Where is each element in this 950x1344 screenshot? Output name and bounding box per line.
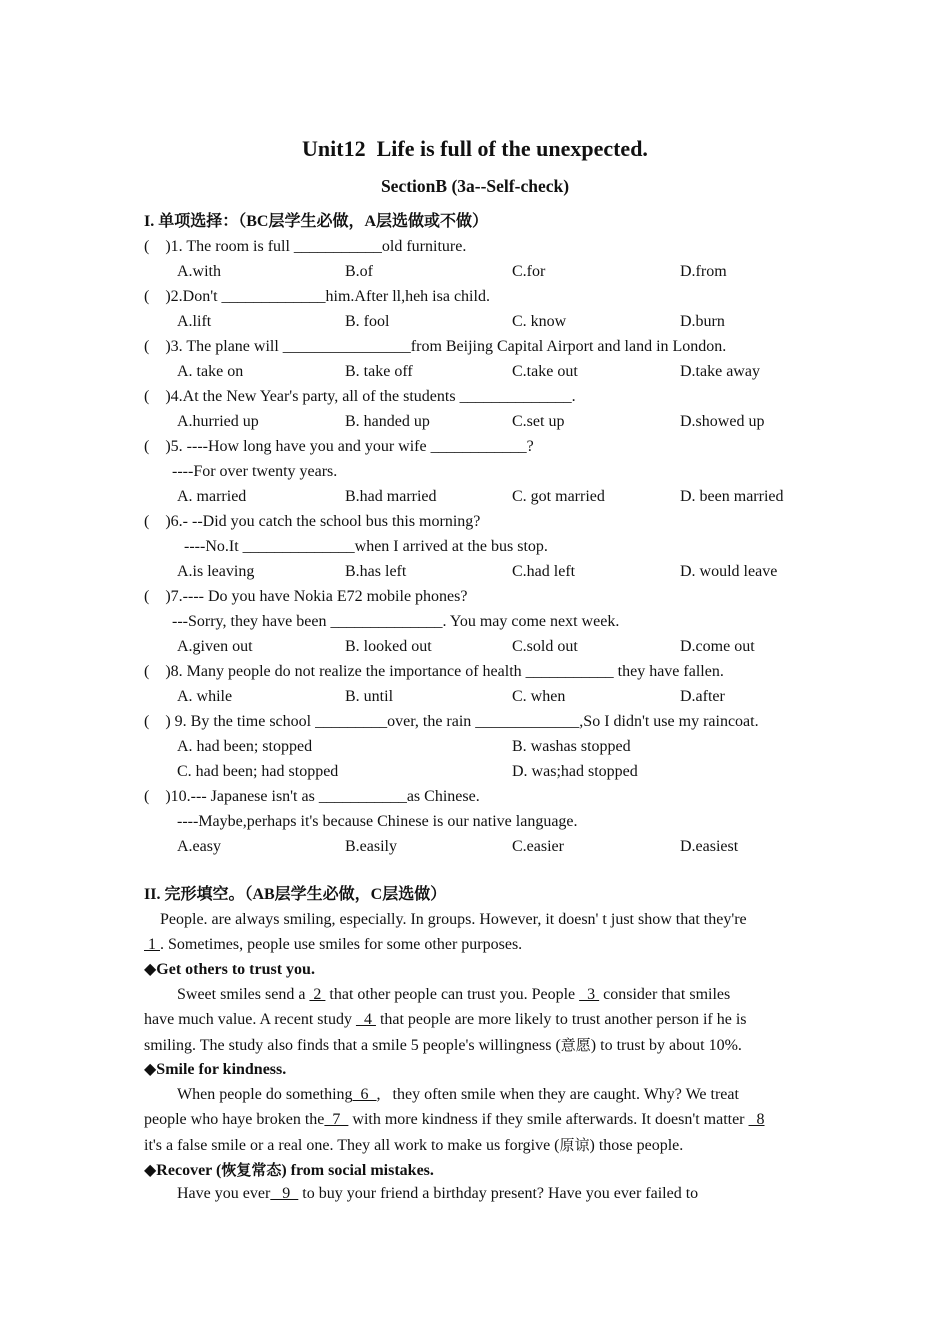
cloze-text: Sweet smiles send a <box>177 986 310 1003</box>
blank-4[interactable]: 4 <box>355 1011 376 1028</box>
cloze-text: that other people can trust you. People <box>325 986 580 1003</box>
cloze-text: have much value. A recent study <box>144 1011 356 1028</box>
question-6-option-c: C.had left <box>512 563 576 580</box>
question-8-option-d: D.after <box>680 688 725 705</box>
question-1-option-a: A.with <box>177 263 221 280</box>
question-1-option-b: B.of <box>345 263 373 280</box>
question-10-response: ----Maybe,perhaps it's because Chinese is our native language. <box>177 813 578 830</box>
question-1-option-d: D.from <box>680 263 727 280</box>
question-7-option-c: C.sold out <box>512 638 578 655</box>
question-2-option-c: C. know <box>512 313 567 330</box>
question-9-stem: ( ) 9. By the time school _________over, the rain _____________,So I didn't use my raincoat. <box>144 713 759 730</box>
question-10-option-b: B.easily <box>345 838 397 855</box>
question-9-option-b: B. washas stopped <box>512 738 631 755</box>
question-5-option-c: C. got married <box>512 488 605 505</box>
blank-3[interactable]: 3 <box>579 986 600 1003</box>
chinese-gloss: 原谅 <box>559 1136 590 1154</box>
blank-6[interactable]: 6 <box>352 1086 377 1103</box>
cloze-text: When people do something <box>177 1086 353 1103</box>
question-3-option-a: A. take on <box>177 363 244 380</box>
cloze-intro-line-2 <box>144 935 522 955</box>
question-1-stem: ( )1. The room is full ___________old furniture. <box>144 238 467 255</box>
question-3-option-c: C.take out <box>512 363 578 380</box>
question-4-option-c: C.set up <box>512 413 565 430</box>
cloze-text: . Sometimes, people use smiles for some other purposes. <box>160 936 523 953</box>
question-8-option-c: C. when <box>512 688 566 705</box>
blank-7[interactable]: 7 <box>324 1111 349 1128</box>
section-heading-recover <box>144 1160 434 1181</box>
cloze-para1-line-3 <box>144 1035 742 1056</box>
question-4-option-a: A.hurried up <box>177 413 259 430</box>
cloze-text: , they often smile when they are caught. Why? We treat <box>376 1086 739 1103</box>
question-9-option-c: C. had been; had stopped <box>177 763 339 780</box>
section-heading-kindness: ◆Smile for kindness. <box>144 1061 287 1078</box>
cloze-intro-line-1: People. are always smiling, especially. In groups. However, it doesn' t just show that they're <box>160 911 747 928</box>
question-7-option-b: B. looked out <box>345 638 432 655</box>
question-2-option-d: D.burn <box>680 313 725 330</box>
cloze-para1-line-2 <box>144 1010 747 1030</box>
question-9-option-a: A. had been; stopped <box>177 738 313 755</box>
question-5-stem: ( )5. ----How long have you and your wife ____________? <box>144 438 534 455</box>
question-10-stem: ( )10.--- Japanese isn't as ___________as Chinese. <box>144 788 480 805</box>
question-8-option-a: A. while <box>177 688 233 705</box>
question-7-option-d: D.come out <box>680 638 755 655</box>
cloze-para3-line-1 <box>177 1184 698 1204</box>
chinese-gloss: 恢复常态 <box>221 1161 282 1179</box>
chinese-gloss: 意愿 <box>560 1036 591 1054</box>
heading-text: ◆Recover ( <box>144 1162 222 1179</box>
cloze-text: with more kindness if they smile afterwards. It doesn't matter <box>348 1111 749 1128</box>
question-4-option-d: D.showed up <box>680 413 765 430</box>
blank-2[interactable]: 2 <box>309 986 326 1003</box>
blank-8[interactable]: 8 <box>748 1111 765 1128</box>
section-heading-trust: ◆Get others to trust you. <box>144 961 315 978</box>
question-7-stem: ( )7.---- Do you have Nokia E72 mobile phones? <box>144 588 468 605</box>
question-9-option-d: D. was;had stopped <box>512 763 638 780</box>
question-3-option-d: D.take away <box>680 363 760 380</box>
question-3-option-b: B. take off <box>345 363 413 380</box>
question-10-option-a: A.easy <box>177 838 221 855</box>
question-4-option-b: B. handed up <box>345 413 430 430</box>
cloze-text: smiling. The study also finds that a smile 5 people's willingness ( <box>144 1037 561 1054</box>
cloze-text: ) those people. <box>589 1137 684 1154</box>
question-8-stem: ( )8. Many people do not realize the importance of health ___________ they have fallen. <box>144 663 724 680</box>
question-6-stem: ( )6.- --Did you catch the school bus this morning? <box>144 513 481 530</box>
cloze-text: ) to trust by about 10%. <box>590 1037 742 1054</box>
blank-1[interactable]: 1 <box>144 936 160 953</box>
question-1-option-c: C.for <box>512 263 546 280</box>
question-6-option-d: D. would leave <box>680 563 778 580</box>
cloze-text: people who haye broken the <box>144 1111 325 1128</box>
question-2-stem: ( )2.Don't _____________him.After ll,heh isa child. <box>144 288 490 305</box>
page-subtitle: SectionB (3a--Self-check) <box>380 176 570 196</box>
cloze-text: that people are more likely to trust another person if he is <box>375 1011 747 1028</box>
question-3-stem: ( )3. The plane will ________________from Beijing Capital Airport and land in London. <box>144 338 727 355</box>
blank-9[interactable]: 9 <box>270 1185 299 1202</box>
cloze-text: to buy your friend a birthday present? Have you ever failed to <box>298 1185 699 1202</box>
page-title: Unit12 Life is full of the unexpected. <box>302 136 648 161</box>
cloze-text: it's a false smile or a real one. They all work to make us forgive ( <box>144 1137 560 1154</box>
question-5-response: ----For over twenty years. <box>172 463 338 480</box>
cloze-para2-line-1 <box>177 1085 739 1105</box>
question-5-option-d: D. been married <box>680 488 784 505</box>
cloze-text: consider that smiles <box>599 986 731 1003</box>
question-7-response: ---Sorry, they have been ______________. You may come next week. <box>172 613 620 630</box>
cloze-para1-line-1 <box>177 985 730 1005</box>
part1-heading: I. 单项选择：（BC层学生必做，A层选做或不做） <box>144 213 489 230</box>
cloze-text: Have you ever <box>177 1185 271 1202</box>
heading-text: ) from social mistakes. <box>281 1162 434 1179</box>
question-6-option-a: A.is leaving <box>177 563 255 580</box>
question-4-stem: ( )4.At the New Year's party, all of the students ______________. <box>144 388 576 405</box>
cloze-para2-line-3 <box>144 1135 683 1156</box>
question-2-option-a: A.lift <box>177 313 212 330</box>
question-7-option-a: A.given out <box>177 638 253 655</box>
question-10-option-d: D.easiest <box>680 838 739 855</box>
question-10-option-c: C.easier <box>512 838 564 855</box>
part2-heading: II. 完形填空。（AB层学生必做，C层选做） <box>144 886 447 903</box>
question-5-option-a: A. married <box>177 488 247 505</box>
question-6-response: ----No.It ______________when I arrived at the bus stop. <box>184 538 548 555</box>
question-8-option-b: B. until <box>345 688 394 705</box>
cloze-para2-line-2 <box>144 1110 765 1130</box>
question-5-option-b: B.had married <box>345 488 437 505</box>
question-6-option-b: B.has left <box>345 563 407 580</box>
question-2-option-b: B. fool <box>345 313 390 330</box>
